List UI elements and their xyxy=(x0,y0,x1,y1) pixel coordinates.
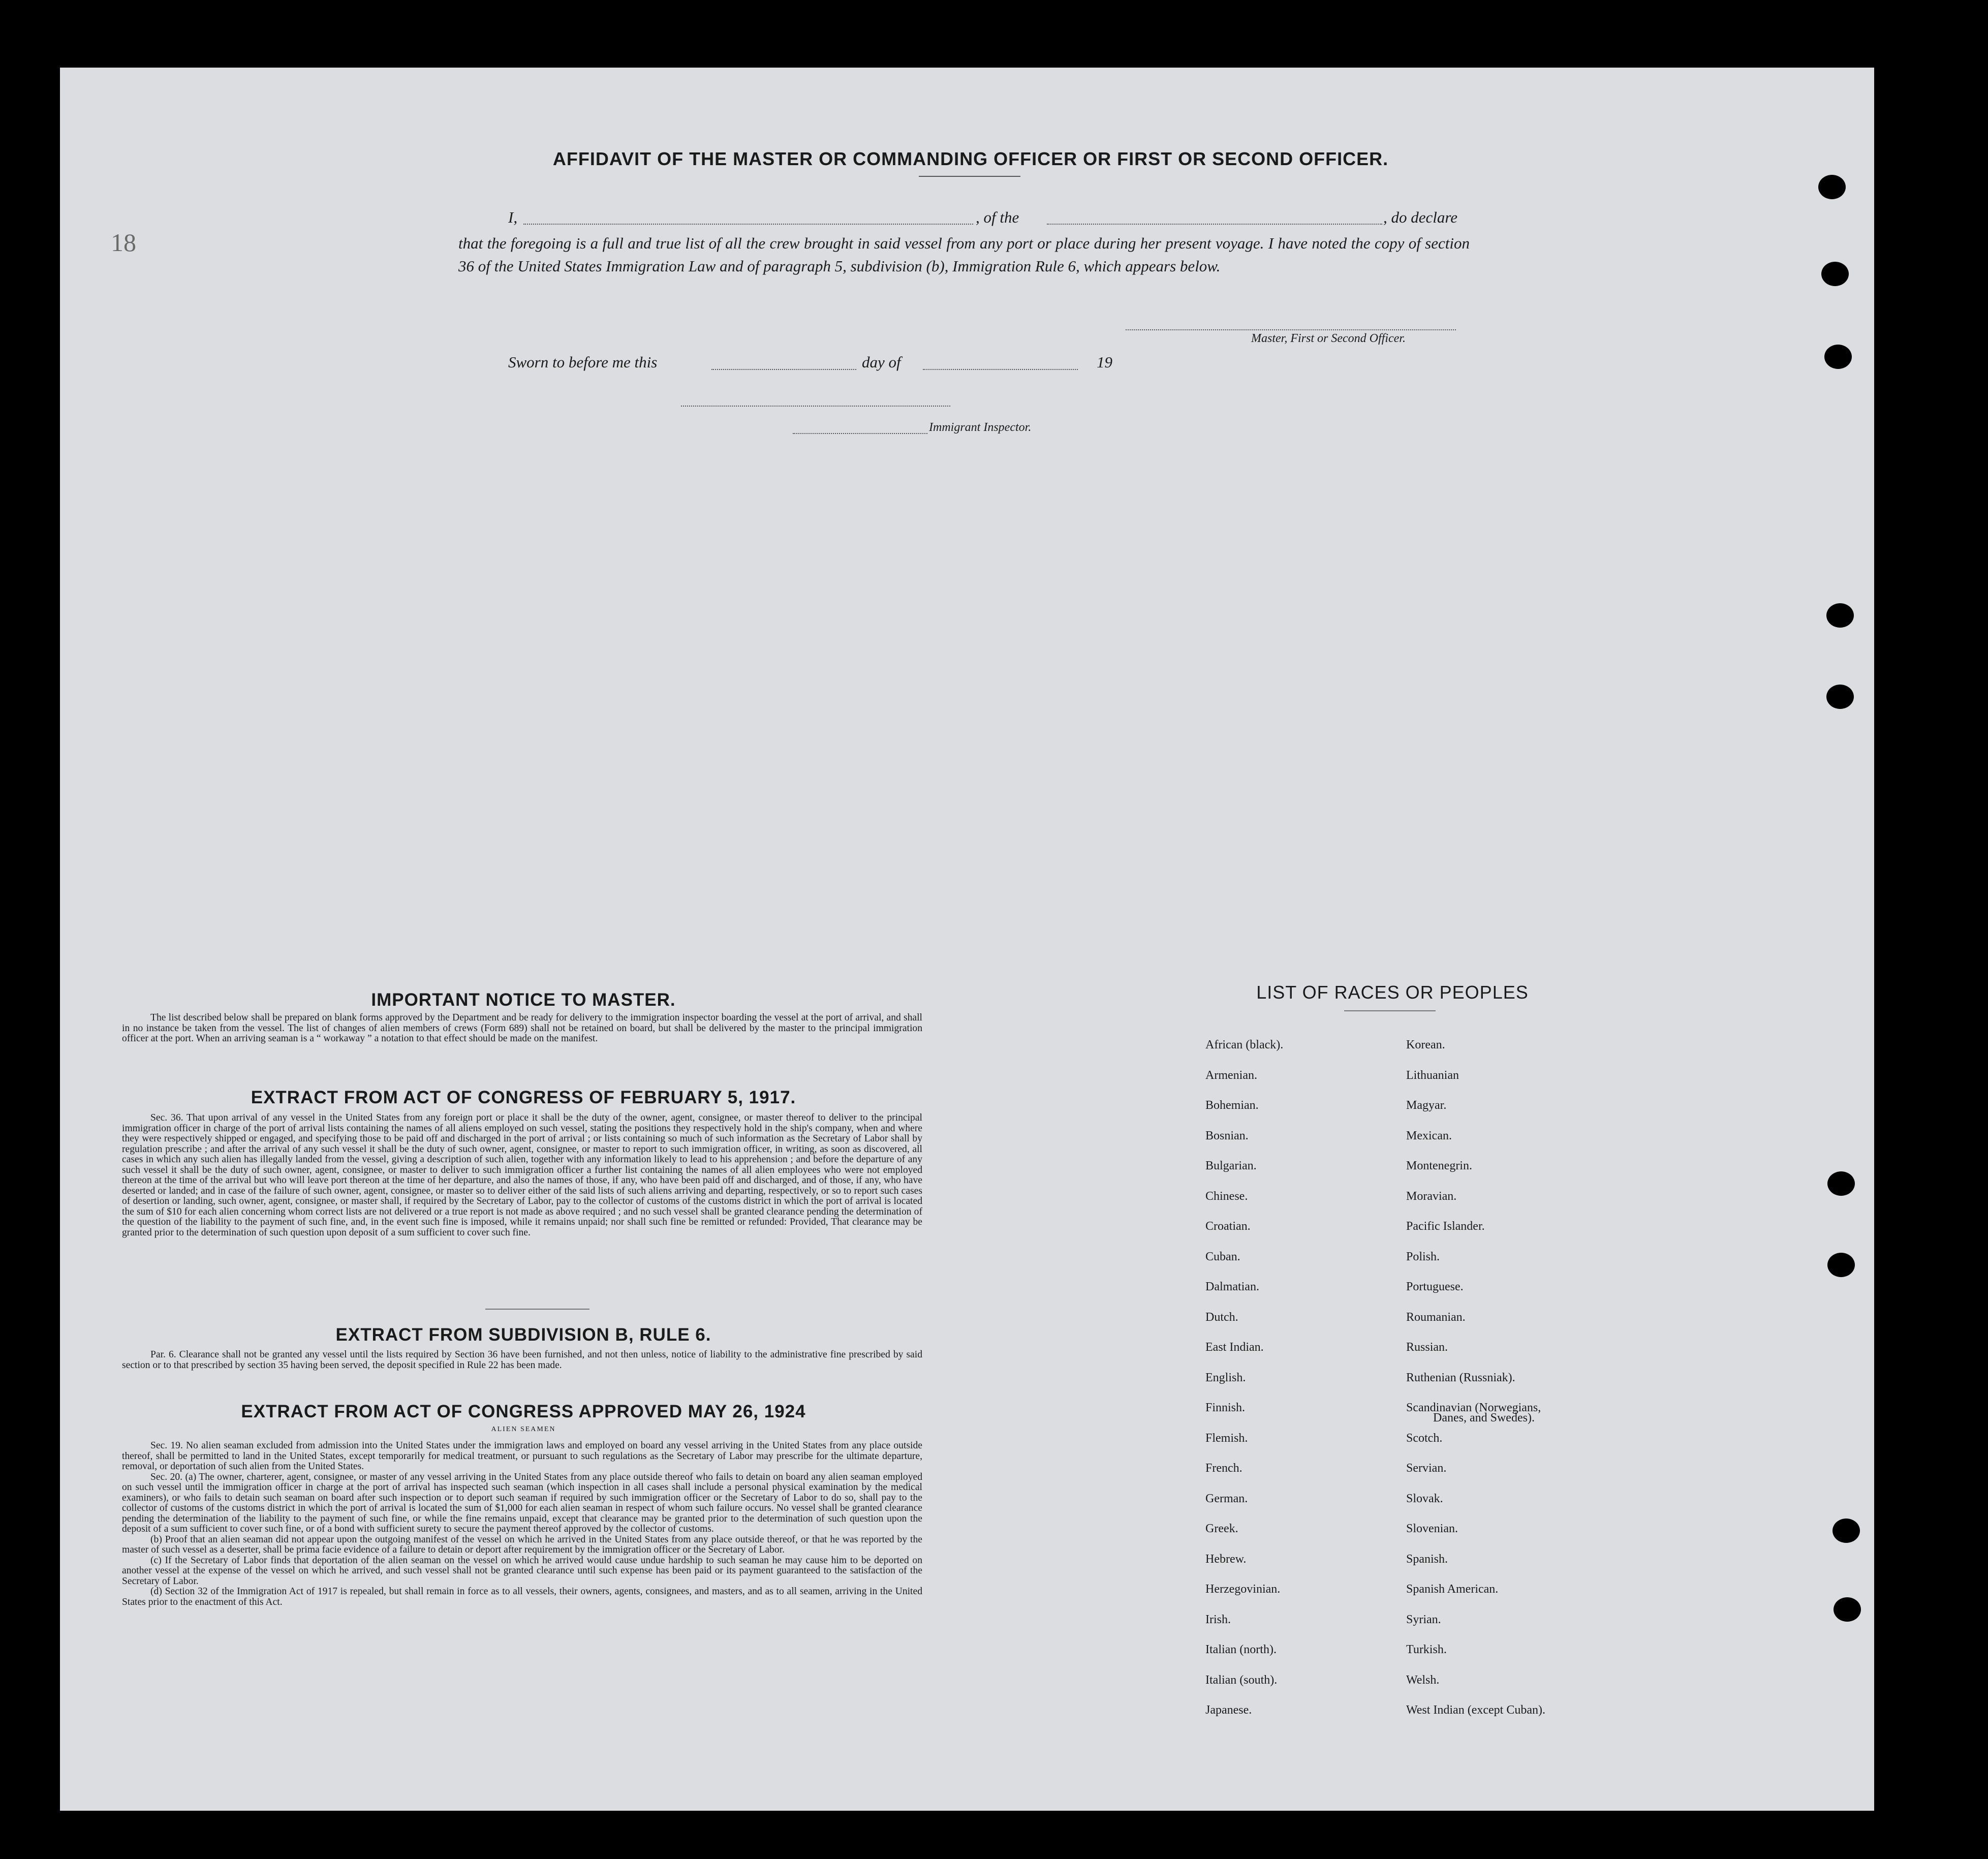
race-item: Portuguese. xyxy=(1406,1280,1464,1293)
inspector-signature-line-upper[interactable] xyxy=(681,406,950,407)
race-item: East Indian. xyxy=(1205,1341,1264,1354)
race-item: Bosnian. xyxy=(1205,1129,1249,1142)
sec-19-paragraph: Sec. 19. No alien seaman excluded from admission into the United States under the immigration laws and employed on board any vessel arriving in the United States from any place outside thereof, shall be permitted to land in the United States, except temporarily for medical treatment, or pursuant to such regulations as the Secretary of Labor may prescribe for the ultimate departure, removal, or deportation of such alien from the United States. xyxy=(122,1440,922,1472)
race-item: Servian. xyxy=(1406,1462,1447,1475)
race-item: Bulgarian. xyxy=(1205,1159,1257,1172)
margin-mark: 18 xyxy=(111,228,136,257)
race-item: Bohemian. xyxy=(1205,1099,1259,1112)
race-item: German. xyxy=(1205,1492,1248,1505)
sec-20b-paragraph: (b) Proof that an alien seaman did not appear upon the outgoing manifest of the vessel on which he arrived in the United States from any place outside thereof, or that he was reported by the master of such vessel as a deserter, shall be prima facie evidence of a failure to detain or deport after requirement by the immigration officer or the Secretary of Labor. xyxy=(122,1534,922,1555)
title-underline xyxy=(919,176,1020,177)
race-item: Montenegrin. xyxy=(1406,1159,1472,1172)
binder-hole xyxy=(1818,175,1846,199)
affidavit-body: that the foregoing is a full and true list of all the crew brought in said vessel from any port or place during her present voyage. I have noted the copy of section 36 of the United States Immigration Law and of paragraph 5, subdivision (b), Immigration Rule 6, which appears below. xyxy=(458,234,1470,275)
races-title: LIST OF RACES OR PEOPLES xyxy=(1256,982,1529,1003)
race-item: Dutch. xyxy=(1205,1310,1238,1324)
sec-20a-paragraph: Sec. 20. (a) The owner, charterer, agent, consignee, or master of any vessel arriving in the United States from any place outside thereof who fails to detain on board any alien seaman employed on such vessel until the immigration officer in charge at the port of arrival has inspected such seaman (which inspection in all cases shall include a personal physical examination by the medical examiners), or who fails to detain such seaman on board after such inspection or to deport such seaman if required by such immigration officer or the Secretary of Labor to do so, shall pay to the collector of customs of the customs district in which the port of arrival is located the sum of $1,000 for each alien seaman in respect of whom such failure occurs. No vessel shall be granted clearance pending the determination of the liability to the payment of such fine, or while the fine remains unpaid, except that clearance may be granted prior to the determination of such question upon the deposit of a sum sufficient to cover such fine, or of a bond with sufficient surety to secure the payment thereof approved by the collector of customs. xyxy=(122,1471,922,1534)
race-item: Moravian. xyxy=(1406,1189,1457,1203)
sworn-month-blank[interactable] xyxy=(923,369,1078,370)
race-item: Slovenian. xyxy=(1406,1522,1458,1535)
sworn-day-blank[interactable] xyxy=(711,369,856,370)
extract-1924-title: EXTRACT FROM ACT OF CONGRESS APPROVED MAY 26, 1924 xyxy=(241,1402,806,1421)
race-item: Italian (south). xyxy=(1205,1673,1278,1687)
race-item: Irish. xyxy=(1205,1613,1231,1626)
binder-hole xyxy=(1832,1519,1860,1543)
race-item: Mexican. xyxy=(1406,1129,1452,1142)
race-item: Slovak. xyxy=(1406,1492,1443,1505)
binder-hole xyxy=(1827,1171,1855,1196)
vessel-name-blank[interactable] xyxy=(1047,224,1382,225)
notice-title: IMPORTANT NOTICE TO MASTER. xyxy=(371,990,676,1010)
extract-rule6-title: EXTRACT FROM SUBDIVISION B, RULE 6. xyxy=(335,1325,711,1345)
race-item: Scotch. xyxy=(1406,1431,1443,1445)
race-item: Greek. xyxy=(1205,1522,1238,1535)
races-column-2 xyxy=(1406,1038,1545,1734)
inspector-signature-line[interactable] xyxy=(793,433,927,434)
sworn-day-of: day of xyxy=(862,353,901,371)
sworn-prefix: Sworn to before me this xyxy=(508,353,658,371)
binder-hole xyxy=(1826,685,1854,709)
race-item: Polish. xyxy=(1406,1250,1440,1263)
affidavit-title: AFFIDAVIT OF THE MASTER OR COMMANDING OFFICER OR FIRST OR SECOND OFFICER. xyxy=(552,148,1389,169)
race-item: French. xyxy=(1205,1462,1242,1475)
master-signature-line[interactable] xyxy=(1126,329,1456,330)
race-item: Hebrew. xyxy=(1205,1552,1247,1566)
race-item: Japanese. xyxy=(1205,1703,1252,1717)
race-item: English. xyxy=(1205,1371,1246,1384)
race-item: Cuban. xyxy=(1205,1250,1240,1263)
race-item: Turkish. xyxy=(1406,1643,1447,1656)
extract-1924-body xyxy=(122,1441,922,1607)
race-item: Croatian. xyxy=(1205,1220,1251,1233)
races-column-1 xyxy=(1205,1038,1283,1734)
binder-hole xyxy=(1821,262,1849,286)
race-item: Scandinavian (Norwegians, xyxy=(1406,1401,1541,1414)
race-item: Ruthenian (Russniak). xyxy=(1406,1371,1515,1384)
sworn-year: 19 xyxy=(1097,353,1112,371)
master-signature-label: Master, First or Second Officer. xyxy=(1251,332,1406,345)
race-item: Spanish American. xyxy=(1406,1583,1499,1596)
race-item: Russian. xyxy=(1406,1341,1448,1354)
extract-1924-subtitle: ALIEN SEAMEN xyxy=(491,1426,556,1433)
race-item: Welsh. xyxy=(1406,1673,1440,1687)
race-item-continuation: Danes, and Swedes). xyxy=(1433,1411,1535,1424)
notice-body: The list described below shall be prepared on blank forms approved by the Department and be ready for delivery to the immigration inspector boarding the vessel at the port of arrival, and shall in no instance be taken from the vessel. The list of changes of alien members of crews (Form 689) shall not be retained on board, but shall be delivered by the master to the principal immigration officer at the port. When an arriving seaman is a “ workaway ” a notation to that effect should be made on the manifest. xyxy=(122,1012,922,1044)
race-item: Flemish. xyxy=(1205,1431,1248,1445)
race-item: Herzegovinian. xyxy=(1205,1583,1281,1596)
sec-20d-paragraph: (d) Section 32 of the Immigration Act of 1917 is repealed, but shall remain in force as to all vessels, their owners, agents, consignees, and masters, and as to all seamen, arriving in the United States prior to the enactment of this Act. xyxy=(122,1586,922,1607)
affidavit-of-the-label: , of the xyxy=(976,208,1019,226)
race-item: Dalmatian. xyxy=(1205,1280,1259,1293)
races-title-underline xyxy=(1344,1010,1436,1011)
race-item: Lithuanian xyxy=(1406,1068,1459,1082)
race-item: Pacific Islander. xyxy=(1406,1220,1485,1233)
section-divider xyxy=(485,1309,589,1310)
binder-hole xyxy=(1827,1253,1855,1277)
affidavit-i-label: I, xyxy=(508,208,518,226)
race-item: Italian (north). xyxy=(1205,1643,1277,1656)
binder-hole xyxy=(1834,1597,1861,1622)
inspector-label: Immigrant Inspector. xyxy=(929,421,1032,434)
race-item: Spanish. xyxy=(1406,1552,1448,1566)
race-item: Syrian. xyxy=(1406,1613,1441,1626)
extract-rule6-body: Par. 6. Clearance shall not be granted any vessel until the lists required by Section 36 have been furnished, and not then unless, notice of liability to the administrative fine prescribed by said section or to that prescribed by section 35 having been served, the deposit specified in Rule 22 has been made. xyxy=(122,1349,922,1371)
race-item: Korean. xyxy=(1406,1038,1445,1051)
race-item: Armenian. xyxy=(1205,1068,1257,1082)
declarant-name-blank[interactable] xyxy=(523,224,973,225)
race-item: Magyar. xyxy=(1406,1099,1447,1112)
extract-1917-title: EXTRACT FROM ACT OF CONGRESS OF FEBRUARY 5, 1917. xyxy=(251,1088,796,1107)
race-item: African (black). xyxy=(1205,1038,1284,1051)
binder-hole xyxy=(1824,345,1852,369)
extract-1917-body: Sec. 36. That upon arrival of any vessel in the United States from any foreign port or place it shall be the duty of the owner, agent, consignee, or master thereof to deliver to the principal immigration officer in charge of the port of arrival lists containing the names of all aliens employed on such vessel, stating the positions they respectively hold in the ship's company, when and where they were respectively shipped or engaged, and specifying those to be paid off and discharged in the port of arrival ; or lists containing so much of such information as the Secretary of Labor shall by regulation prescribe ; and after the arrival of any such vessel it shall be the duty of such owner, agent, consignee, or master to report to such immigration officer, in writing, as soon as discovered, all cases in which any such alien has illegally landed from the vessel, giving a description of such alien, together with any information likely to lead to his apprehension ; and before the departure of any such vessel it shall be the duty of such owner, agent, consignee, or master to deliver to such immigration officer a further list containing the names of all alien employees who were not employed thereon at the time of the arrival but who will leave port thereon at the time of her departure, and also the names of those, if any, who have been paid off and discharged, and of those, if any, who have deserted or landed; and in case of the failure of such owner, agent, consignee, or master so to deliver either of the said lists of such aliens arriving and departing, respectively, or so to report such cases of desertion or landing, such owner, agent, consignee, or master shall, if required by the Secretary of Labor, pay to the collector of customs of the customs district in which the port of arrival is located the sum of $10 for each alien concerning whom correct lists are not delivered or a true report is not made as above required ; and no such vessel shall be granted clearance pending the determination of the question of the liability to the payment of such fine, and, in the event such fine is imposed, while it remains unpaid; nor shall such fine be remitted or refunded: Provided, That clearance may be granted prior to the determination of such question upon deposit of a sum sufficient to cover such fine. xyxy=(122,1112,922,1238)
affidavit-declare-label: , do declare xyxy=(1383,208,1458,226)
binder-hole xyxy=(1826,603,1854,628)
race-item: Finnish. xyxy=(1205,1401,1246,1414)
sec-20c-paragraph: (c) If the Secretary of Labor finds that deportation of the alien seaman on the vessel on which he arrived would cause undue hardship to such seaman he may cause him to be deported on another vessel at the expense of the vessel on which he arrived, and such vessel shall not be granted clearance until such expense has been paid or its payment guaranteed to the satisfaction of the Secretary of Labor. xyxy=(122,1555,922,1587)
race-item: Roumanian. xyxy=(1406,1310,1466,1324)
race-item: Chinese. xyxy=(1205,1189,1248,1203)
race-item: West Indian (except Cuban). xyxy=(1406,1703,1545,1717)
